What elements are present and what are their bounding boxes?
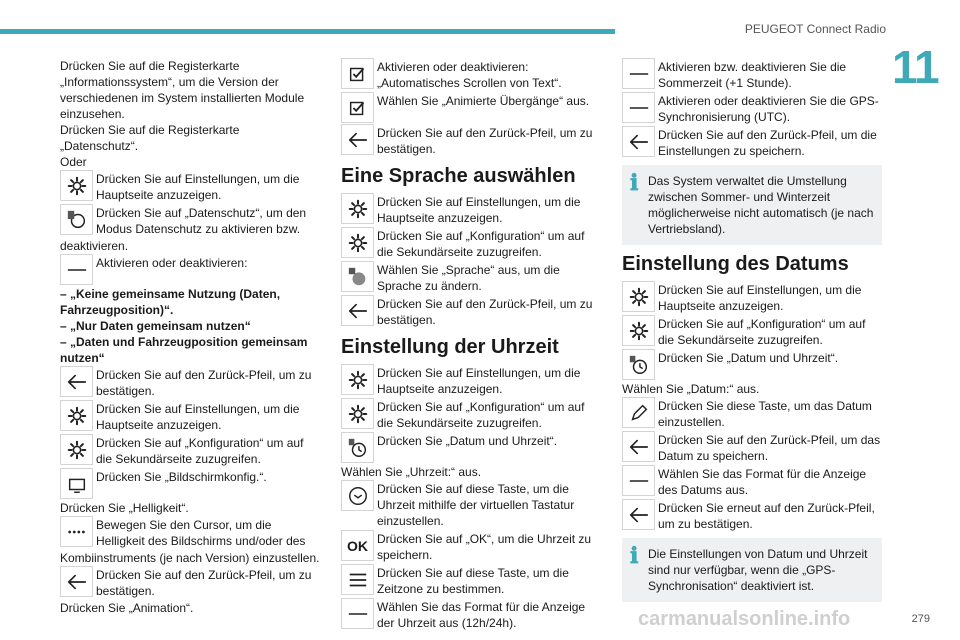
column-2 [341,58,601,632]
toggle-icon [622,58,655,89]
step-row [60,366,320,399]
step-text: Drücken Sie auf den Zurück-Pfeil, um zu bestätigen. [377,297,593,327]
step-row [341,480,601,529]
step-text: Drücken Sie erneut auf den Zurück-Pfeil, um zu bestätigen. [658,501,875,531]
step-text: Drücken Sie auf diese Taste, um die Uhrzeit mithilfe der virtuellen Tastatur einzustellen. [377,482,575,528]
step-row [341,295,601,328]
toggle-icon [60,254,93,285]
step-text: Drücken Sie „Datum und Uhrzeit“. [658,351,839,365]
step-row [622,397,882,430]
step-row [60,566,320,599]
watermark: carmanualsonline.info [638,608,851,630]
step-text: Drücken Sie auf den Zurück-Pfeil, um das Datum zu speichern. [658,433,881,463]
step-text: Drücken Sie auf den Zurück-Pfeil, um zu bestätigen. [96,568,312,598]
step-row [341,598,601,631]
gear-icon [60,400,93,431]
step-text: Drücken Sie auf den Zurück-Pfeil, um zu bestätigen. [96,368,312,398]
step-row [341,193,601,226]
text-paragraph: Oder [60,155,87,169]
ok-icon [341,530,374,561]
step-row [60,468,320,499]
step-text: Wählen Sie „Animierte Übergänge“ aus. [377,94,590,108]
brightness-slider-icon [60,516,93,547]
step-row [60,434,320,467]
step-text: Aktivieren oder deaktivieren Sie die GPS-Synchronisierung (UTC). [658,94,879,124]
step-row [341,58,601,91]
step-text: Drücken Sie auf den Zurück-Pfeil, um die Einstellungen zu speichern. [658,128,877,158]
step-row [341,530,601,563]
section-heading: Einstellung des Datums [622,253,849,275]
step-row [622,349,882,380]
step-row [622,431,882,464]
info-note [622,538,882,602]
list-item: – „Keine gemeinsame Nutzung (Daten, Fahrzeugposition)“. [60,287,281,317]
step-row [622,499,882,532]
step-text: Wählen Sie das Format für die Anzeige des Datums aus. [658,467,867,497]
info-note [622,165,882,245]
step-text: Drücken Sie diese Taste, um das Datum einzustellen. [658,399,872,429]
column-1 [60,58,320,616]
note-text: Das System verwaltet die Umstellung zwischen Sommer- und Winterzeit möglicherweise nicht automatisch (je nach Vertriebsland). [648,174,874,236]
toggle-icon [622,465,655,496]
step-text: Drücken Sie auf Einstellungen, um die Hauptseite anzuzeigen. [96,402,300,432]
step-row [341,564,601,597]
step-row [60,204,320,237]
header-accent-bar [0,29,615,34]
config-gears-icon [341,227,374,258]
step-text: Drücken Sie auf Einstellungen, um die Hauptseite anzuzeigen. [658,283,862,313]
list-item: – „Daten und Fahrzeugposition gemeinsam nutzen“ [60,335,308,365]
toggle-icon [622,92,655,123]
step-row [622,92,882,125]
back-arrow-icon [341,124,374,155]
gear-icon [60,170,93,201]
config-gears-icon [622,315,655,346]
checkbox-icon [341,92,374,123]
step-text: Drücken Sie auf „Konfiguration“ um auf die Sekundärseite zuzugreifen. [658,317,866,347]
step-row [341,432,601,463]
pencil-icon [622,397,655,428]
language-icon [341,261,374,292]
text-paragraph: Drücken Sie „Animation“. [60,601,194,615]
step-row [60,170,320,203]
column-3 [622,58,882,608]
config-gears-icon [60,434,93,465]
step-text: Drücken Sie auf den Zurück-Pfeil, um zu bestätigen. [377,126,593,156]
step-row [60,400,320,433]
keyboard-icon [341,480,374,511]
step-text: Drücken Sie auf Einstellungen, um die Hauptseite anzuzeigen. [377,195,581,225]
gear-icon [341,364,374,395]
step-text: Bewegen Sie den Cursor, um die Helligkeit des Bildschirms und/oder des [96,518,306,548]
screen-config-icon [60,468,93,499]
step-text: Wählen Sie das Format für die Anzeige der Uhrzeit aus (12h/24h). [377,600,586,630]
text-paragraph: Drücken Sie „Helligkeit“. [60,501,189,515]
step-row [622,126,882,159]
step-text: Aktivieren oder deaktivieren: [96,256,248,270]
privacy-icon [60,204,93,235]
page-number: 279 [911,613,930,625]
step-text: Wählen Sie „Sprache“ aus, um die Sprache zu ändern. [377,263,560,293]
step-text: Drücken Sie auf „Konfiguration“ um auf die Sekundärseite zuzugreifen. [96,436,304,466]
date-time-icon [622,349,655,380]
step-text: Drücken Sie „Datum und Uhrzeit“. [377,434,558,448]
text-paragraph: Wählen Sie „Datum:“ aus. [622,382,760,396]
step-text: Drücken Sie auf „OK“, um die Uhrzeit zu speichern. [377,532,592,562]
step-row [341,227,601,260]
step-row [341,261,601,294]
text-paragraph: Drücken Sie auf die Registerkarte „Informationssystem“, um die Version der verschiedenen im System installierten Module einzusehen. [60,59,305,121]
document-header: PEUGEOT Connect Radio [744,22,886,36]
back-arrow-icon [60,566,93,597]
back-arrow-icon [341,295,374,326]
step-text: Aktivieren oder deaktivieren: „Automatisches Scrollen von Text“. [377,60,562,90]
config-gears-icon [341,398,374,429]
text-paragraph: deaktivieren. [60,239,129,253]
back-arrow-icon [60,366,93,397]
date-time-icon [341,432,374,463]
ok-label: OK [347,537,368,554]
step-row [622,315,882,348]
step-row [341,364,601,397]
section-heading: Eine Sprache auswählen [341,165,576,187]
step-row [341,398,601,431]
chapter-number: 11 [892,41,939,93]
back-arrow-icon [622,499,655,530]
step-row [341,92,601,123]
step-text: Drücken Sie auf „Konfiguration“ um auf die Sekundärseite zuzugreifen. [377,229,585,259]
step-text: Aktivieren bzw. deaktivieren Sie die Sommerzeit (+1 Stunde). [658,60,847,90]
step-text: Drücken Sie auf Einstellungen, um die Hauptseite anzuzeigen. [96,172,300,202]
back-arrow-icon [622,431,655,462]
step-row [60,254,320,285]
text-paragraph: Drücken Sie auf die Registerkarte „Datenschutz“. [60,123,240,153]
gear-icon [341,193,374,224]
timezone-list-icon [341,564,374,595]
info-icon: ℹ [630,170,639,195]
info-icon: ℹ [630,543,639,568]
back-arrow-icon [622,126,655,157]
step-text: Drücken Sie auf diese Taste, um die Zeitzone zu bestimmen. [377,566,569,596]
step-row [60,516,320,549]
text-paragraph: Wählen Sie „Uhrzeit:“ aus. [341,465,482,479]
step-row [622,465,882,498]
step-text: Drücken Sie „Bildschirmkonfig.“. [96,470,267,484]
text-paragraph: Kombiinstruments (je nach Version) einzustellen. [60,551,320,565]
step-row [622,281,882,314]
gear-icon [622,281,655,312]
step-row [341,124,601,157]
step-text: Drücken Sie auf „Konfiguration“ um auf die Sekundärseite zuzugreifen. [377,400,585,430]
note-text: Die Einstellungen von Datum und Uhrzeit sind nur verfügbar, wenn die „GPS-Synchronisation“ deaktiviert ist. [648,547,868,593]
section-heading: Einstellung der Uhrzeit [341,336,559,358]
step-row [622,58,882,91]
step-text: Drücken Sie auf Einstellungen, um die Hauptseite anzuzeigen. [377,366,581,396]
checkbox-icon [341,58,374,89]
toggle-icon [341,598,374,629]
step-text: Drücken Sie auf „Datenschutz“, um den Modus Datenschutz zu aktivieren bzw. [96,206,307,236]
list-item: – „Nur Daten gemeinsam nutzen“ [60,319,251,333]
